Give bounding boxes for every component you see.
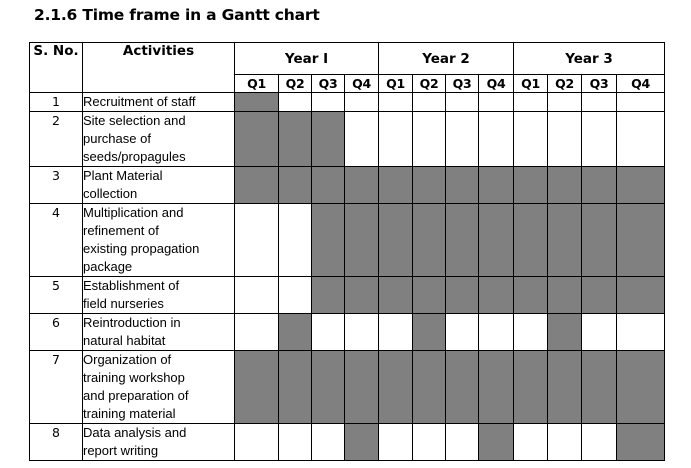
gantt-cell-empty bbox=[446, 314, 479, 351]
activity-cell bbox=[83, 314, 235, 351]
year-header: Year 2 bbox=[379, 43, 514, 75]
gantt-cell-active bbox=[548, 351, 582, 424]
gantt-cell-active bbox=[514, 204, 548, 277]
gantt-cell-active bbox=[446, 167, 479, 204]
gantt-cell-empty bbox=[446, 424, 479, 461]
gantt-cell-empty bbox=[582, 93, 617, 112]
gantt-cell-empty bbox=[479, 93, 514, 112]
gantt-cell-active bbox=[514, 167, 548, 204]
gantt-cell-empty bbox=[345, 314, 379, 351]
quarter-header: Q1 bbox=[514, 75, 548, 93]
gantt-cell-active bbox=[279, 314, 312, 351]
year-header: Year 3 bbox=[514, 43, 665, 75]
activity-text-line: Data analysis and bbox=[83, 425, 187, 440]
gantt-cell-active bbox=[617, 277, 665, 314]
row-number: 8 bbox=[30, 424, 83, 461]
quarter-header: Q4 bbox=[617, 75, 665, 93]
quarter-header: Q4 bbox=[479, 75, 514, 93]
gantt-cell-empty bbox=[379, 424, 413, 461]
gantt-cell-empty bbox=[548, 93, 582, 112]
table-row bbox=[30, 424, 665, 461]
table-row bbox=[30, 204, 665, 277]
gantt-cell-empty bbox=[235, 277, 279, 314]
gantt-cell-active bbox=[379, 351, 413, 424]
gantt-cell-active bbox=[479, 204, 514, 277]
activity-text-line: and preparation of bbox=[83, 388, 189, 403]
activity-text-line: training workshop bbox=[83, 370, 185, 385]
gantt-cell-active bbox=[617, 351, 665, 424]
table-row bbox=[30, 277, 665, 314]
gantt-cell-empty bbox=[235, 314, 279, 351]
gantt-cell-empty bbox=[279, 204, 312, 277]
activity-cell bbox=[83, 167, 235, 204]
gantt-cell-active bbox=[413, 167, 446, 204]
gantt-cell-active bbox=[345, 204, 379, 277]
gantt-cell-empty bbox=[514, 424, 548, 461]
row-number: 6 bbox=[30, 314, 83, 351]
gantt-cell-active bbox=[446, 277, 479, 314]
activity-text-line: existing propagation bbox=[83, 241, 200, 256]
row-number: 1 bbox=[30, 93, 83, 112]
gantt-cell-empty bbox=[413, 424, 446, 461]
gantt-cell-active bbox=[345, 351, 379, 424]
gantt-table bbox=[29, 42, 665, 461]
column-header-activities: Activities bbox=[83, 43, 235, 93]
activity-text-line: natural habitat bbox=[83, 333, 166, 348]
gantt-cell-active bbox=[479, 277, 514, 314]
activity-text-line: training material bbox=[83, 406, 176, 421]
activity-text-line: Plant Material bbox=[83, 168, 163, 183]
gantt-cell-empty bbox=[617, 93, 665, 112]
gantt-cell-active bbox=[514, 277, 548, 314]
gantt-cell-empty bbox=[514, 112, 548, 167]
activity-text-line: Establishment of bbox=[83, 278, 180, 293]
gantt-cell-active bbox=[479, 167, 514, 204]
gantt-cell-active bbox=[312, 277, 345, 314]
gantt-cell-active bbox=[379, 277, 413, 314]
row-number: 3 bbox=[30, 167, 83, 204]
activity-text-line: Recruitment of staff bbox=[83, 94, 196, 109]
gantt-cell-empty bbox=[617, 112, 665, 167]
gantt-cell-empty bbox=[446, 112, 479, 167]
activity-text-line: Organization of bbox=[83, 352, 172, 367]
quarter-header: Q1 bbox=[379, 75, 413, 93]
gantt-cell-active bbox=[514, 351, 548, 424]
quarter-header: Q3 bbox=[582, 75, 617, 93]
gantt-cell-active bbox=[582, 167, 617, 204]
activity-cell bbox=[83, 277, 235, 314]
header-row-years bbox=[30, 43, 665, 75]
document-title: 2.1.6 Time frame in a Gantt chart bbox=[34, 6, 320, 24]
gantt-cell-active bbox=[479, 424, 514, 461]
gantt-cell-empty bbox=[479, 112, 514, 167]
gantt-cell-empty bbox=[379, 93, 413, 112]
gantt-cell-empty bbox=[279, 424, 312, 461]
row-number: 2 bbox=[30, 112, 83, 167]
quarter-header: Q1 bbox=[235, 75, 279, 93]
gantt-cell-empty bbox=[582, 112, 617, 167]
activity-cell bbox=[83, 112, 235, 167]
activity-cell bbox=[83, 424, 235, 461]
gantt-cell-active bbox=[279, 351, 312, 424]
gantt-cell-active bbox=[582, 204, 617, 277]
gantt-cell-active bbox=[582, 277, 617, 314]
table-row bbox=[30, 314, 665, 351]
activity-text-line: field nurseries bbox=[83, 296, 164, 311]
gantt-cell-active bbox=[548, 314, 582, 351]
activity-text-line: refinement of bbox=[83, 223, 159, 238]
gantt-cell-active bbox=[312, 167, 345, 204]
gantt-cell-active bbox=[446, 204, 479, 277]
gantt-cell-empty bbox=[312, 314, 345, 351]
gantt-cell-active bbox=[413, 314, 446, 351]
activity-text-line: report writing bbox=[83, 443, 159, 458]
gantt-cell-active bbox=[235, 351, 279, 424]
year-header: Year I bbox=[235, 43, 379, 75]
gantt-cell-active bbox=[617, 204, 665, 277]
gantt-cell-empty bbox=[617, 314, 665, 351]
row-number: 7 bbox=[30, 351, 83, 424]
gantt-cell-empty bbox=[235, 424, 279, 461]
activity-text-line: collection bbox=[83, 186, 138, 201]
gantt-cell-active bbox=[312, 351, 345, 424]
quarter-header: Q3 bbox=[446, 75, 479, 93]
activity-text-line: Reintroduction in bbox=[83, 315, 181, 330]
gantt-cell-active bbox=[617, 424, 665, 461]
row-number: 4 bbox=[30, 204, 83, 277]
gantt-cell-active bbox=[548, 277, 582, 314]
gantt-cell-empty bbox=[582, 424, 617, 461]
gantt-cell-empty bbox=[548, 424, 582, 461]
table-row bbox=[30, 93, 665, 112]
gantt-cell-active bbox=[345, 167, 379, 204]
gantt-cell-empty bbox=[279, 277, 312, 314]
gantt-cell-empty bbox=[345, 93, 379, 112]
gantt-cell-active bbox=[617, 167, 665, 204]
quarter-header: Q2 bbox=[279, 75, 312, 93]
gantt-cell-active bbox=[312, 204, 345, 277]
gantt-cell-empty bbox=[379, 314, 413, 351]
quarter-header: Q2 bbox=[413, 75, 446, 93]
activity-text-line: package bbox=[83, 259, 133, 274]
table-row bbox=[30, 351, 665, 424]
column-header-sno: S. No. bbox=[30, 43, 83, 93]
gantt-cell-empty bbox=[582, 314, 617, 351]
gantt-cell-active bbox=[413, 204, 446, 277]
activity-text-line: seeds/propagules bbox=[83, 149, 186, 164]
gantt-cell-empty bbox=[514, 93, 548, 112]
gantt-cell-empty bbox=[413, 112, 446, 167]
activity-text-line: purchase of bbox=[83, 131, 151, 146]
gantt-cell-active bbox=[345, 424, 379, 461]
gantt-cell-active bbox=[413, 277, 446, 314]
gantt-cell-empty bbox=[235, 204, 279, 277]
gantt-cell-active bbox=[235, 93, 279, 112]
gantt-cell-active bbox=[548, 204, 582, 277]
gantt-cell-empty bbox=[446, 93, 479, 112]
gantt-cell-empty bbox=[413, 93, 446, 112]
gantt-cell-active bbox=[446, 351, 479, 424]
quarter-header: Q3 bbox=[312, 75, 345, 93]
gantt-cell-active bbox=[279, 167, 312, 204]
gantt-body bbox=[30, 93, 665, 461]
activity-cell bbox=[83, 204, 235, 277]
activity-text-line: Multiplication and bbox=[83, 205, 184, 220]
gantt-cell-active bbox=[413, 351, 446, 424]
gantt-cell-active bbox=[312, 112, 345, 167]
table-row bbox=[30, 167, 665, 204]
gantt-cell-empty bbox=[379, 112, 413, 167]
gantt-cell-active bbox=[235, 167, 279, 204]
gantt-cell-active bbox=[235, 112, 279, 167]
gantt-cell-empty bbox=[514, 314, 548, 351]
gantt-cell-empty bbox=[479, 314, 514, 351]
activity-text-line: Site selection and bbox=[83, 113, 186, 128]
gantt-cell-active bbox=[379, 204, 413, 277]
gantt-cell-active bbox=[548, 167, 582, 204]
gantt-cell-active bbox=[345, 277, 379, 314]
gantt-cell-empty bbox=[279, 93, 312, 112]
gantt-cell-empty bbox=[312, 424, 345, 461]
gantt-cell-active bbox=[379, 167, 413, 204]
row-number: 5 bbox=[30, 277, 83, 314]
gantt-cell-active bbox=[479, 351, 514, 424]
activity-cell bbox=[83, 93, 235, 112]
quarter-header: Q2 bbox=[548, 75, 582, 93]
gantt-cell-empty bbox=[548, 112, 582, 167]
gantt-cell-active bbox=[279, 112, 312, 167]
table-row bbox=[30, 112, 665, 167]
activity-cell bbox=[83, 351, 235, 424]
gantt-cell-active bbox=[582, 351, 617, 424]
quarter-header: Q4 bbox=[345, 75, 379, 93]
gantt-cell-empty bbox=[345, 112, 379, 167]
gantt-cell-empty bbox=[312, 93, 345, 112]
